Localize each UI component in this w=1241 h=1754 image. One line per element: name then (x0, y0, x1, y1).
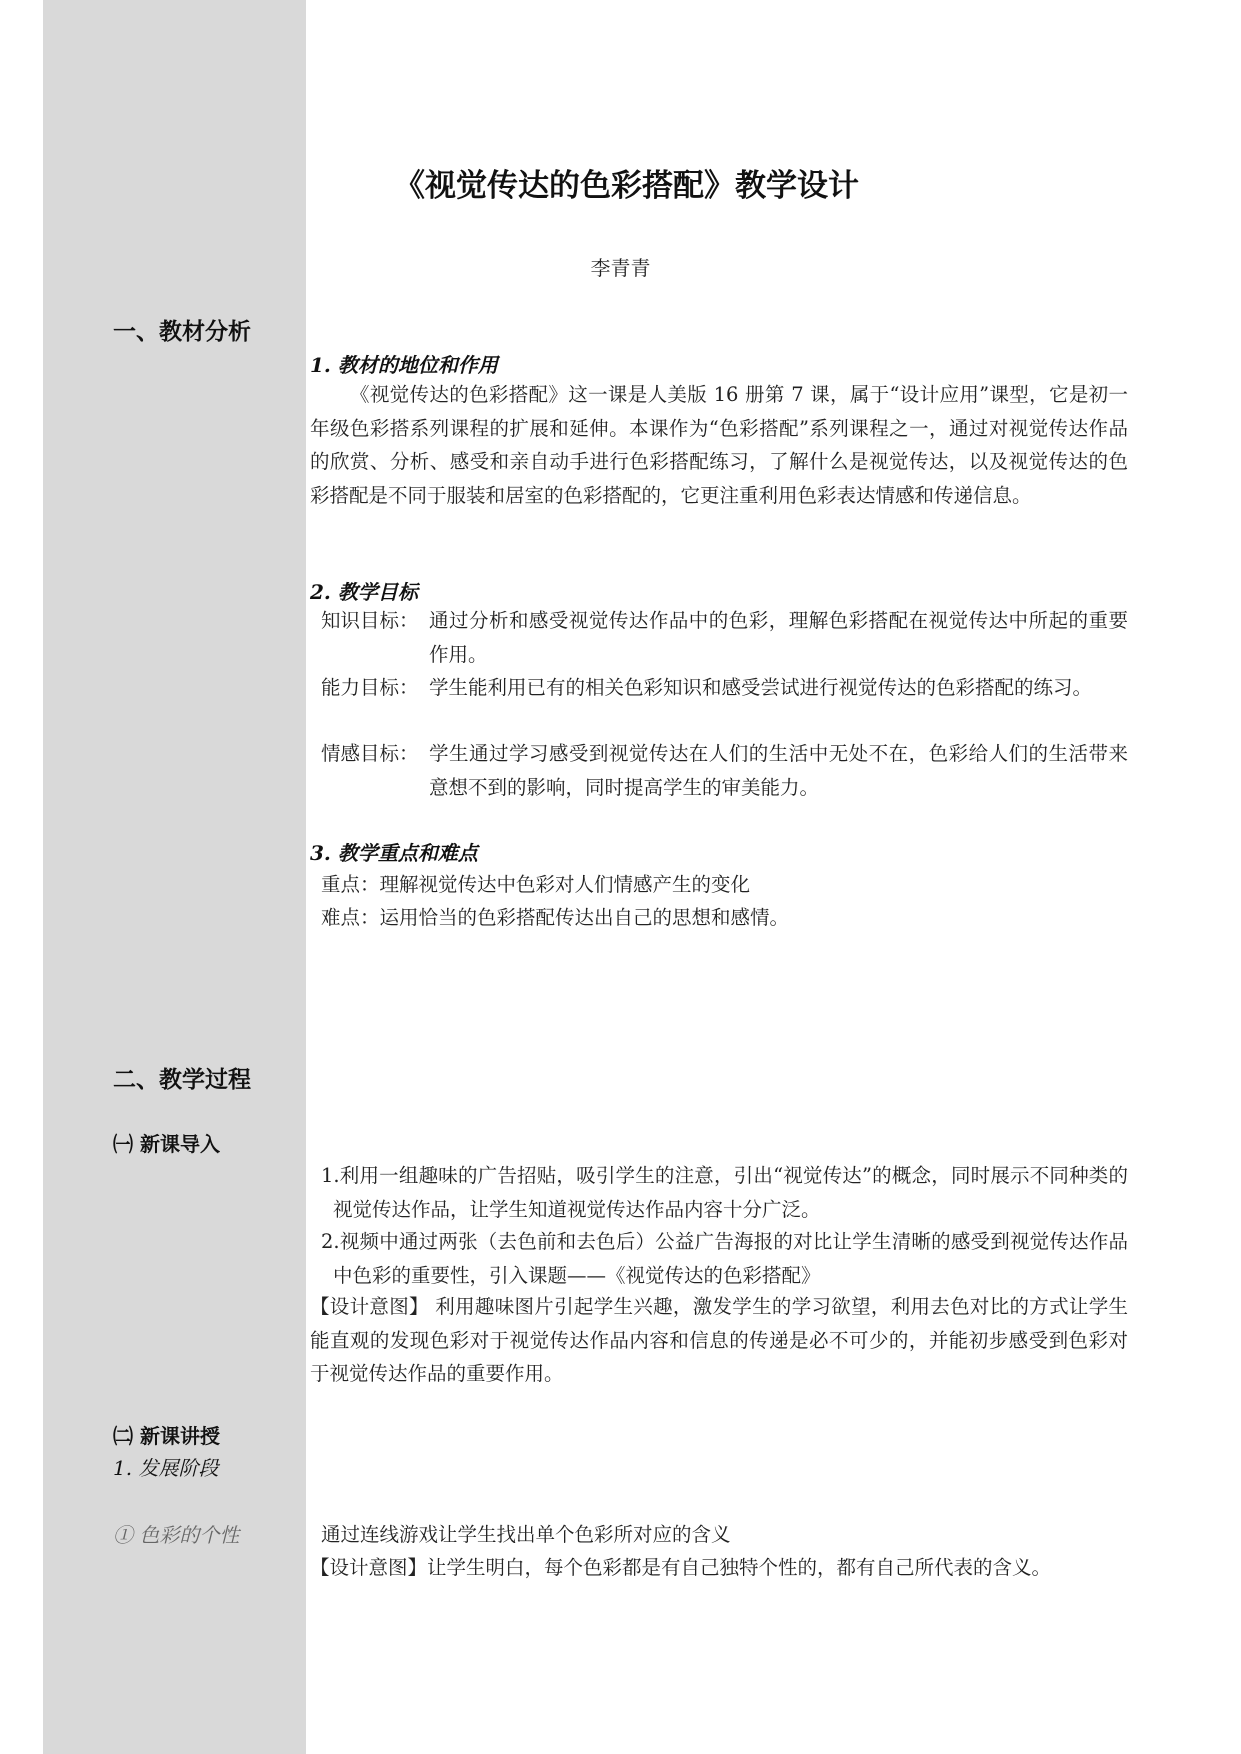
goal-label: 能力目标： (321, 676, 419, 699)
goal-knowledge (321, 604, 1128, 671)
goal-text: 通过分析和感受视觉传达作品中的色彩，理解色彩搭配在视觉传达中所起的重要作用。 (429, 609, 1128, 666)
goal-text: 学生通过学习感受到视觉传达在人们的生活中无处不在，色彩给人们的生活带来意想不到的影响，同时提高学生的审美能力。 (429, 742, 1128, 799)
goal-label: 情感目标： (321, 742, 419, 765)
goal-ability (321, 671, 1128, 705)
intro-item-1: 1.利用一组趣味的广告招贴，吸引学生的注意，引出“视觉传达”的概念，同时展示不同种类的视觉传达作品，让学生知道视觉传达作品内容十分广泛。 (321, 1164, 1128, 1221)
document-author: 李青青 (590, 256, 651, 280)
part-heading-introduction: ㈠ 新课导入 (113, 1132, 220, 1156)
part-heading-new-lesson: ㈡ 新课讲授 (113, 1424, 220, 1448)
paragraph-position-role: 《视觉传达的色彩搭配》这一课是人美版 16 册第 7 课，属于“设计应用”课型，它是初一年级色彩搭系列课程的扩展和延伸。本课作为“色彩搭配”系列课程之一，通过对视觉传达作品的欣赏、分析、感受和亲自动手进行色彩搭配练习，了解什么是视觉传达，以及视觉传达的色彩搭配是不同于服装和居室的色彩搭配的，它更注重利用色彩表达情感和传递信息。 (310, 383, 1128, 507)
goal-text: 学生能利用已有的相关色彩知识和感受尝试进行视觉传达的色彩搭配的练习。 (429, 676, 1093, 699)
difficulty-line: 难点：运用恰当的色彩搭配传达出自己的思想和感情。 (321, 906, 790, 929)
intro-item-2: 2.视频中通过两张（去色前和去色后）公益广告海报的对比让学生清晰的感受到视觉传达作品中色彩的重要性，引入课题——《视觉传达的色彩搭配》 (321, 1230, 1128, 1287)
stage-heading-development: 1. 发展阶段 (113, 1456, 219, 1480)
goal-emotion (321, 737, 1128, 804)
step-description: 通过连线游戏让学生找出单个色彩所对应的含义 (321, 1523, 731, 1546)
key-point-line: 重点：理解视觉传达中色彩对人们情感产生的变化 (321, 873, 751, 896)
subheading-key-difficult-points: 3. 教学重点和难点 (310, 841, 478, 865)
document-title: 《视觉传达的色彩搭配》教学设计 (394, 168, 859, 204)
intro-design-intent: 【设计意图】 利用趣味图片引起学生兴趣，激发学生的学习欲望，利用去色对比的方式让学生能直观的发现色彩对于视觉传达作品内容和信息的传递是必不可少的，并能初步感受到色彩对于视觉传达作品的重要作用。 (310, 1295, 1128, 1385)
subheading-teaching-goals: 2. 教学目标 (310, 580, 418, 604)
step-design-intent: 【设计意图】让学生明白，每个色彩都是有自己独特个性的，都有自己所代表的含义。 (310, 1556, 1052, 1579)
section-heading-materials: 一、教材分析 (113, 319, 251, 345)
goal-label: 知识目标： (321, 609, 419, 632)
section-heading-teaching-process: 二、教学过程 (113, 1067, 251, 1093)
subheading-position-role: 1. 教材的地位和作用 (310, 353, 498, 377)
step-label-color-personality: ① 色彩的个性 (113, 1523, 240, 1547)
